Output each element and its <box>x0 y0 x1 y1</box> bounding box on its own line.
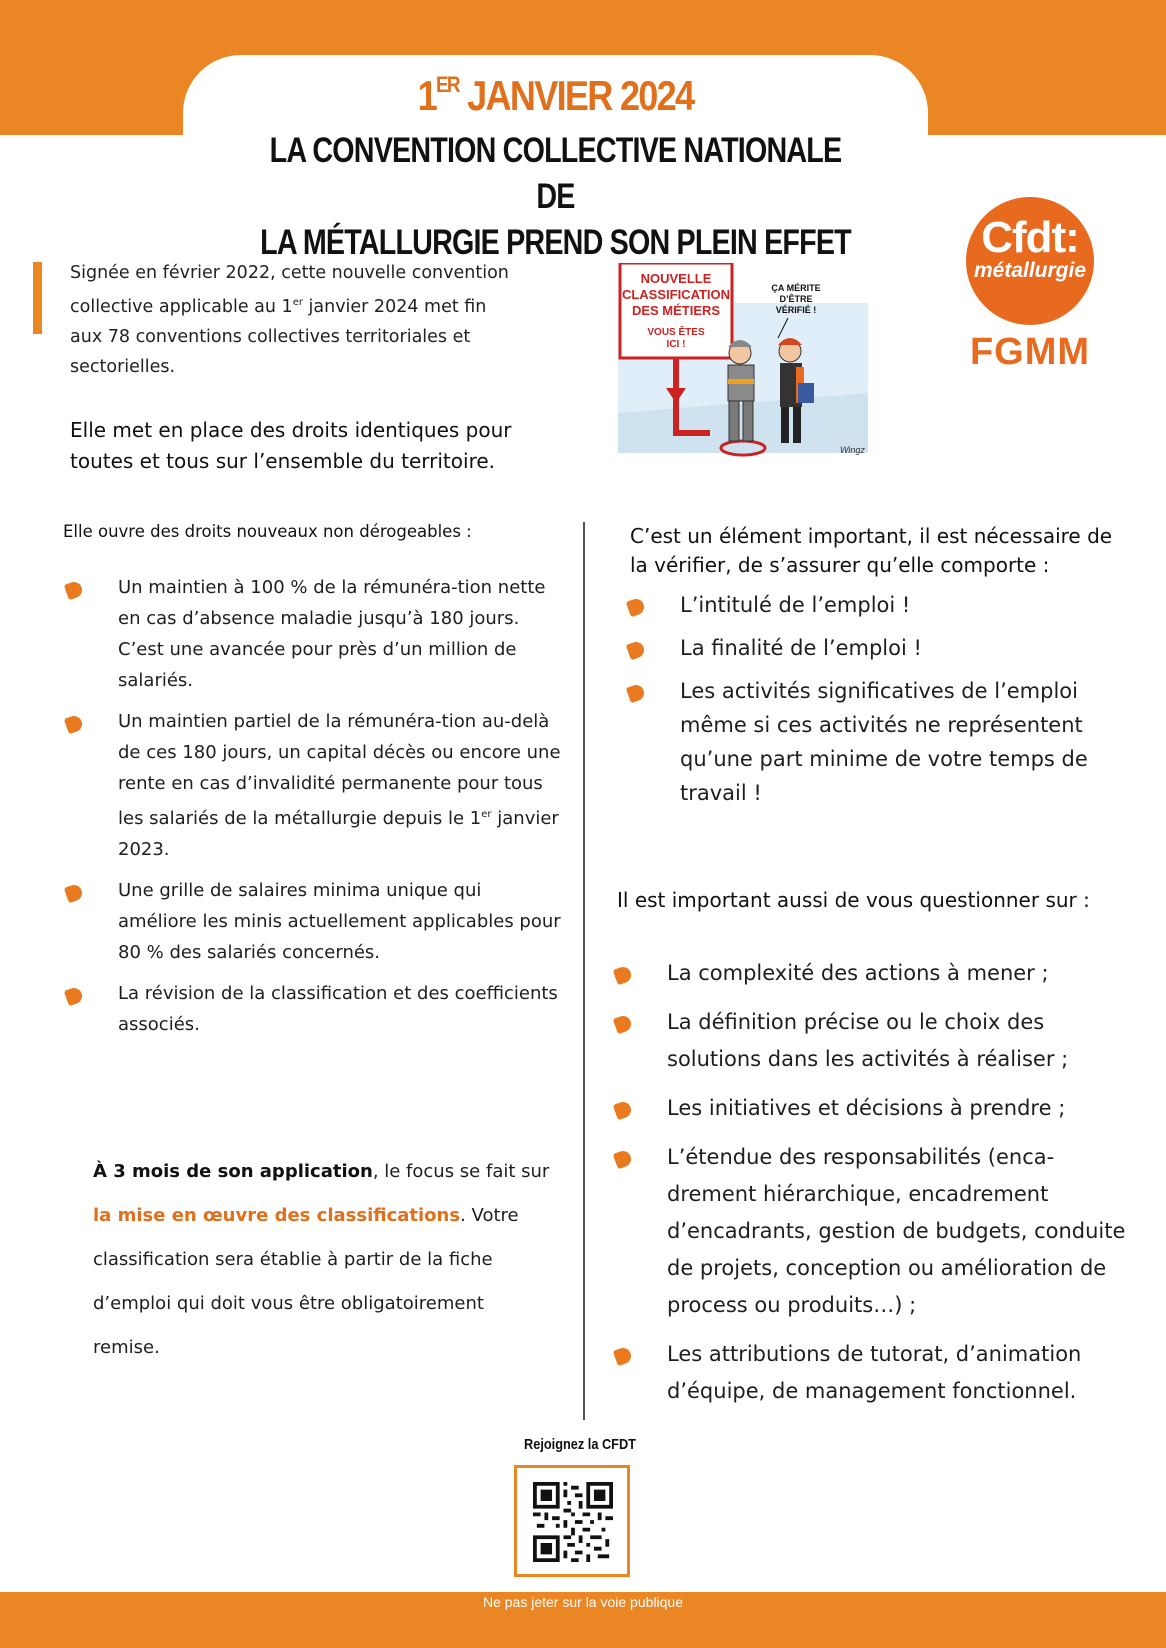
list-item: La définition précise ou le choix des solutions dans les activités à réaliser ; <box>617 1004 1137 1078</box>
footer-notice: Ne pas jeter sur la voie publique <box>482 1594 683 1610</box>
sign-line-5: ICI ! <box>666 339 686 350</box>
qr-code-frame[interactable] <box>514 1465 630 1577</box>
intro-accent-bar <box>33 262 42 334</box>
qr-code-icon[interactable] <box>533 1482 613 1562</box>
illustration-signature: Wingz <box>840 445 865 455</box>
bubble-line-2: D’ÊTRE <box>779 294 813 304</box>
bullet-icon <box>613 1014 634 1035</box>
bullet-icon <box>613 1149 634 1170</box>
bubble-line-3: VÉRIFIÉ ! <box>775 305 817 315</box>
list-item: Les initiatives et décisions à prendre ; <box>617 1090 1137 1127</box>
bullet-icon <box>613 1100 634 1121</box>
right-column <box>630 522 1130 819</box>
bullet-icon <box>64 883 85 904</box>
list-item: Un maintien partiel de la rémunéra-tion au-delà de ces 180 jours, un capital décès ou encore une rente en cas d’invalidité permanente pour tous les salariés de la métallurgie depuis le 1er janvier 2023. <box>63 706 563 865</box>
sign-line-1: NOUVELLE <box>640 271 712 286</box>
intro-paragraph: Signée en février 2022, cette nouvelle convention collective applicable au 1er janvier 2024 met fin aux 78 conventions collectives territoriales et sectorielles. <box>70 263 509 377</box>
right-heading-2: Il est important aussi de vous questionner sur : <box>617 888 1090 912</box>
bullet-icon <box>613 1346 634 1367</box>
join-label: Rejoignez la CFDT <box>524 1436 636 1453</box>
list-item: Un maintien à 100 % de la rémunéra-tion nette en cas d’absence maladie jusqu’à 180 jours. C’est une avancée pour près d’un million de salariés. <box>63 572 563 696</box>
cartoon-illustration <box>618 263 868 473</box>
lead-paragraph: Elle met en place des droits identiques pour toutes et tous sur l’ensemble du territoire. <box>70 418 512 473</box>
logo-sub-text: métallurgie <box>973 259 1087 282</box>
bullet-icon <box>64 714 85 735</box>
headline <box>250 128 861 266</box>
list-item: La révision de la classification et des coefficients associés. <box>63 978 563 1040</box>
focus-paragraph: À 3 mois de son application, le focus se fait sur la mise en œuvre des classifications. Votre classification sera établie à partir de la fiche d’emploi qui doit vous être obligatoirement remise. <box>93 1161 550 1358</box>
left-bullet-list <box>63 572 563 1040</box>
bullet-icon <box>64 580 85 601</box>
bullet-icon <box>626 683 647 704</box>
bullet-icon <box>64 986 85 1007</box>
cfdt-logo <box>950 197 1110 374</box>
right-bullet-list <box>630 588 1130 810</box>
left-column <box>63 520 563 1050</box>
list-item: L’étendue des responsabilités (enca-drement hiérarchique, encadrement d’encadrants, gestion de budgets, conduite de projets, conception ou amélioration de process ou produits…) ; <box>617 1139 1137 1324</box>
date-title: 1ER JANVIER 2024 <box>417 72 694 119</box>
list-item: La complexité des actions à mener ; <box>617 955 1137 992</box>
list-item: Les activités significatives de l’emploi même si ces activités ne représentent qu’une part minime de votre temps de travail ! <box>630 674 1130 810</box>
logo-fgmm-text: FGMM <box>969 331 1091 373</box>
sign-line-3: DES MÉTIERS <box>631 303 721 318</box>
list-item: Les attributions de tutorat, d’animation d’équipe, de management fonctionnel. <box>617 1336 1137 1410</box>
logo-cfdt-text: Cfdt: <box>981 213 1079 262</box>
bubble-line-1: ÇA MÉRITE <box>771 283 821 293</box>
bullet-icon <box>613 965 634 986</box>
column-divider <box>583 522 585 1420</box>
bullet-icon <box>626 640 647 661</box>
sign-line-2: CLASSIFICATION <box>621 287 731 302</box>
sign-line-4: VOUS ÊTES <box>647 327 705 338</box>
bullet-icon <box>626 597 647 618</box>
logo-circle <box>966 197 1094 325</box>
right-heading: C’est un élément important, il est nécessaire de la vérifier, de s’assurer qu’elle comporte : <box>630 524 1113 577</box>
list-item: Une grille de salaires minima unique qui améliore les minis actuellement applicables pour 80 % des salariés concernés. <box>63 875 563 968</box>
list-item: L’intitulé de l’emploi ! <box>630 588 1130 622</box>
headline-line-2: LA MÉTALLURGIE PREND SON PLEIN EFFET <box>260 223 851 262</box>
list-item: La finalité de l’emploi ! <box>630 631 1130 665</box>
headline-line-1: LA CONVENTION COLLECTIVE NATIONALE DE <box>269 131 842 216</box>
left-heading: Elle ouvre des droits nouveaux non dérogeables : <box>63 522 472 541</box>
right-bullet-list-2 <box>617 955 1137 1422</box>
